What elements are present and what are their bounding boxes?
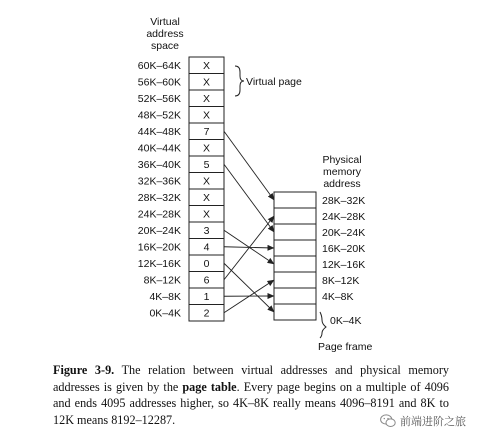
mapping-arrow: [224, 131, 274, 200]
page-table-entry-value: X: [202, 109, 211, 122]
page-table-entry-value: 4: [203, 241, 210, 254]
physical-frame: [274, 240, 316, 256]
page-table-entry-value: X: [202, 142, 211, 155]
page-frame-brace: [320, 312, 326, 338]
virtual-range-label: 4K–8K: [149, 291, 181, 304]
physical-range-label: 20K–24K: [322, 226, 366, 239]
virtual-header-line: space: [150, 40, 180, 52]
page-table-entry-value: 5: [203, 159, 210, 172]
page-table-entry-value: 0: [203, 258, 210, 271]
physical-range-label: 16K–20K: [322, 242, 366, 255]
physical-frame: [274, 272, 316, 288]
physical-memory-address-header: [322, 154, 361, 190]
virtual-range-label: 32K–36K: [137, 175, 181, 188]
virtual-header-line: Virtual: [150, 16, 180, 28]
physical-range-label: 0K–4K: [330, 315, 362, 327]
virtual-range-label: 44K–48K: [137, 126, 181, 139]
virtual-range-label: 12K–16K: [137, 258, 181, 271]
virtual-range-label: 60K–64K: [137, 60, 181, 73]
page-table-entry-value: 1: [203, 291, 210, 304]
page-table-entry-value: X: [202, 93, 211, 106]
page-table-entry-value: X: [202, 208, 211, 221]
physical-range-label: 24K–28K: [322, 210, 366, 223]
page-table-entry-value: X: [202, 76, 211, 89]
caption-bold-term: page table: [182, 379, 237, 394]
virtual-range-label: 20K–24K: [137, 225, 181, 238]
virtual-range-label: 24K–28K: [137, 208, 181, 221]
physical-frame: [274, 256, 316, 272]
caption-text-before: The relation between virtual addresses and physical memory addresses is given by the: [53, 363, 449, 394]
watermark: [378, 411, 470, 431]
virtual-range-label: 56K–60K: [137, 76, 181, 89]
physical-frame: [274, 224, 316, 240]
virtual-header-line: address: [146, 28, 184, 40]
physical-frame: [274, 304, 316, 320]
physical-header-line: memory: [323, 166, 361, 178]
virtual-range-label: 28K–32K: [137, 192, 181, 205]
virtual-range-label: 52K–56K: [137, 93, 181, 106]
physical-frame: [274, 192, 316, 208]
physical-frames-column: [274, 192, 316, 320]
page-table-entry-value: 3: [203, 225, 210, 238]
virtual-range-label: 36K–40K: [137, 159, 181, 172]
virtual-range-label: 40K–44K: [137, 142, 181, 155]
page-table-entry-value: X: [202, 60, 211, 73]
page-table-entry-value: 2: [203, 307, 210, 320]
figure-label: Figure 3-9.: [53, 363, 115, 377]
virtual-page-label: Virtual page: [246, 76, 302, 88]
physical-range-label: 8K–12K: [322, 274, 360, 287]
physical-range-label: 4K–8K: [322, 290, 354, 303]
virtual-address-space-header: [146, 16, 183, 52]
watermark-text: 前端进阶之旅: [400, 415, 466, 428]
page-table-entry-value: 7: [203, 126, 210, 139]
page-table-entry-value: X: [202, 175, 211, 188]
page-table-entry-value: 6: [203, 274, 210, 287]
virtual-range-label: 0K–4K: [149, 307, 181, 320]
physical-range-label: 28K–32K: [322, 194, 366, 207]
page-frame-label: Page frame: [318, 341, 373, 353]
virtual-page-brace: [235, 66, 244, 96]
virtual-range-label: 16K–20K: [137, 241, 181, 254]
mapping-arrows: [224, 131, 274, 313]
virtual-range-label: 48K–52K: [137, 109, 181, 122]
physical-header-line: address: [323, 178, 361, 190]
physical-range-label: 12K–16K: [322, 258, 366, 271]
physical-frame: [274, 288, 316, 304]
page-table-entry-value: X: [202, 192, 211, 205]
physical-header-line: Physical: [322, 154, 362, 166]
virtual-range-labels: [138, 60, 181, 320]
wechat-icon: [380, 414, 396, 428]
physical-range-labels: [322, 195, 365, 303]
mapping-arrow: [224, 164, 274, 232]
virtual-range-label: 8K–12K: [143, 274, 181, 287]
page-table-column: [189, 57, 224, 321]
caption-text-after: . Every page begins on a multiple of 4096 and ends 4095 addresses higher, so 4K–8K really means 4096–8191 and 8K to 12K means 8192–12287.: [53, 379, 449, 427]
physical-frame: [274, 208, 316, 224]
